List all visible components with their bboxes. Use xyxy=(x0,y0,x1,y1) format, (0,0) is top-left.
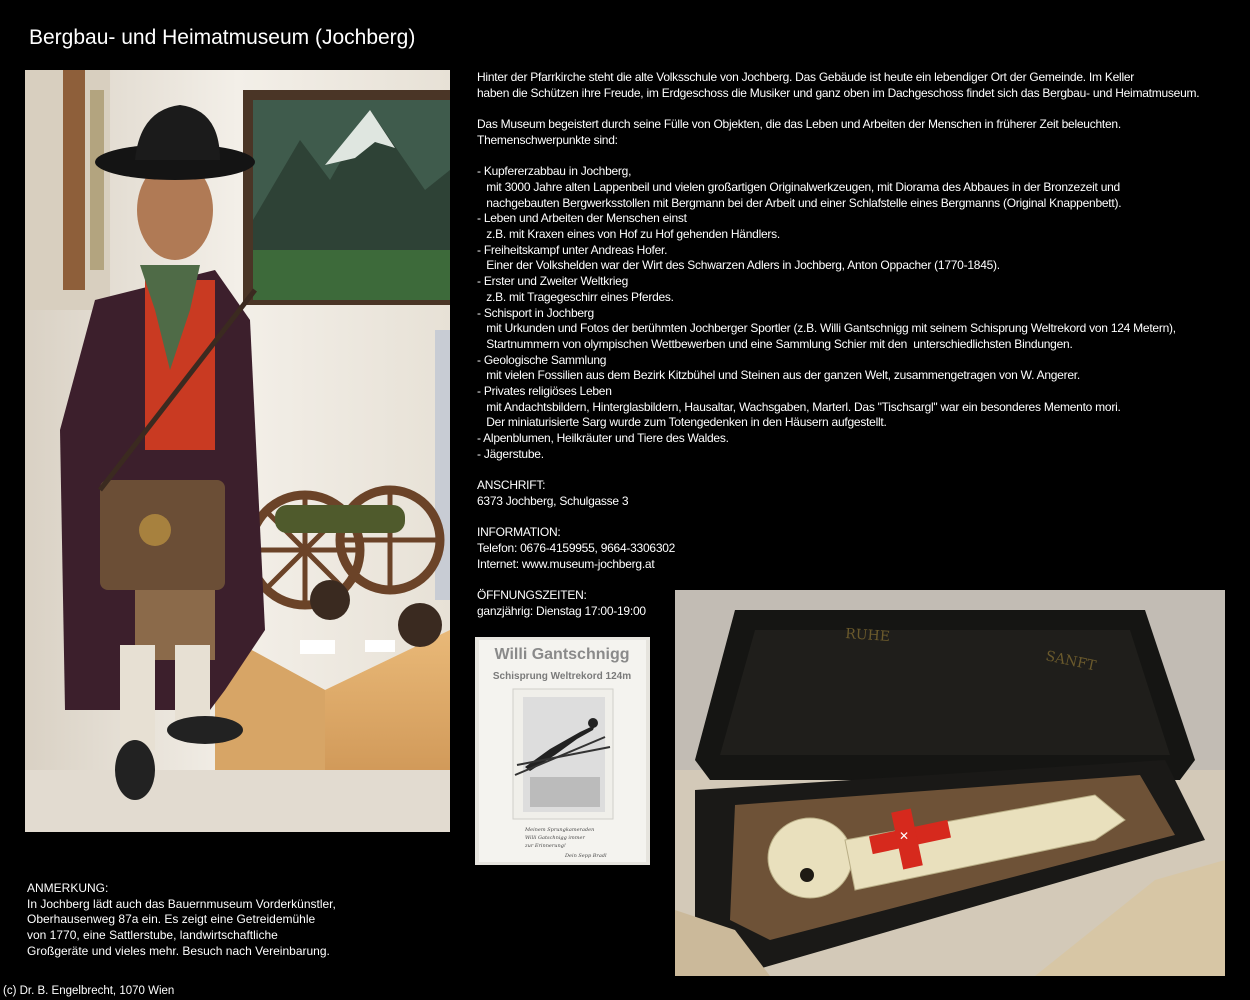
description-line: Internet: www.museum-jochberg.at xyxy=(477,556,655,571)
description-line: - Privates religiöses Leben xyxy=(477,384,612,399)
poster-subtitle: Schisprung Weltrekord 124m xyxy=(492,671,632,682)
description-line: - Jägerstube. xyxy=(477,446,544,461)
poster-inscription-3: zur Erinnerung! xyxy=(525,843,566,849)
description-line: Startnummern von olympischen Wettbewerben und eine Sammlung Schier mit den unterschiedlichsten Bindungen. xyxy=(477,336,1073,351)
description-line: INFORMATION: xyxy=(477,525,561,540)
description-line: mit Urkunden und Fotos der berühmten Jochberger Sportler (z.B. Willi Gantschnigg mit seinem Schisprung Weltrekord von 124 Metern), xyxy=(477,321,1176,336)
costume-mannequin-photo xyxy=(25,70,450,832)
note-line: von 1770, eine Sattlerstube, landwirtschaftliche xyxy=(27,928,278,943)
description-line: mit Andachtsbildern, Hinterglasbildern, Hausaltar, Wachsgaben, Marterl. Das "Tischsargl" war ein besonderes Memento mori. xyxy=(477,399,1121,414)
description-line: Telefon: 0676-4159955, 9664-3306302 xyxy=(477,541,676,556)
description-line xyxy=(477,510,1199,526)
copyright-credit: (c) Dr. B. Engelbrecht, 1070 Wien xyxy=(3,985,175,997)
museum-description xyxy=(477,70,1199,620)
description-line: ANSCHRIFT: xyxy=(477,478,546,493)
description-line: z.B. mit Kraxen eines von Hof zu Hof gehenden Händlers. xyxy=(477,227,781,242)
poster-inscription-2: Willi Gatschnigg immer xyxy=(525,835,585,841)
note-line: Oberhausenweg 87a ein. Es zeigt eine Getreidemühle xyxy=(27,912,316,927)
description-line: Der miniaturisierte Sarg wurde zum Totengedenken in den Häusern aufgestellt. xyxy=(477,415,887,430)
poster-inscription-4: Dein Sepp Bradl xyxy=(565,853,607,859)
description-line xyxy=(477,149,1199,165)
miniature-coffin-photo xyxy=(675,590,1225,976)
description-line: ganzjährig: Dienstag 17:00-19:00 xyxy=(477,603,646,618)
description-line xyxy=(477,573,1199,589)
description-line: Hinter der Pfarrkirche steht die alte Volksschule von Jochberg. Das Gebäude ist heute ein lebendiger Ort der Gemeinde. Im Keller xyxy=(477,70,1135,84)
note-line: In Jochberg lädt auch das Bauernmuseum Vorderkünstler, xyxy=(27,896,336,911)
coffin-lid-text-right: SANFT xyxy=(1044,648,1098,675)
description-line: ÖFFNUNGSZEITEN: xyxy=(477,588,587,603)
description-line: mit vielen Fossilien aus dem Bezirk Kitzbühel und Steinen aus der ganzen Welt, zusammengetragen von W. Angerer. xyxy=(477,368,1080,383)
cross-x-mark: ✕ xyxy=(899,829,910,843)
description-line: Das Museum begeistert durch seine Fülle von Objekten, die das Leben und Arbeiten der Menschen in früherer Zeit beleuchten. xyxy=(477,117,1121,132)
note-line: ANMERKUNG: xyxy=(27,881,109,895)
description-line: nachgebauten Bergwerksstollen mit Bergmann bei der Arbeit und einer Schlafstelle eines Bergmanns (Original Knappenbett). xyxy=(477,195,1122,210)
description-line: z.B. mit Tragegeschirr eines Pferdes. xyxy=(477,289,674,304)
poster-name: Willi Gantschnigg xyxy=(494,646,630,663)
description-line: mit 3000 Jahre alten Lappenbeil und vielen großartigen Originalwerkzeugen, mit Diorama des Abbaues in der Bronzezeit und xyxy=(477,179,1120,194)
description-line: - Geologische Sammlung xyxy=(477,352,607,367)
poster-inscription-1: Meinem Sprungkameraden xyxy=(525,827,595,833)
description-line xyxy=(477,101,1199,117)
ski-jump-poster-photo xyxy=(475,637,650,865)
description-line: - Schisport in Jochberg xyxy=(477,305,594,320)
note-line: Großgeräte und vieles mehr. Besuch nach Vereinbarung. xyxy=(27,943,330,958)
description-line: Themenschwerpunkte sind: xyxy=(477,132,618,147)
description-line: haben die Schützen ihre Freude, im Erdgeschoss die Musiker und ganz oben im Dachgeschoss findet sich das Bergbau- und Heimatmuseum. xyxy=(477,85,1200,100)
description-line: - Alpenblumen, Heilkräuter und Tiere des Waldes. xyxy=(477,431,729,446)
description-line: - Kupfererzabbau in Jochberg, xyxy=(477,164,632,179)
description-line: Einer der Volkshelden war der Wirt des Schwarzen Adlers in Jochberg, Anton Oppacher (1770-1845). xyxy=(477,258,1000,273)
page-title: Bergbau- und Heimatmuseum (Jochberg) xyxy=(29,26,416,49)
description-line: - Leben und Arbeiten der Menschen einst xyxy=(477,211,687,226)
note-text xyxy=(27,881,336,960)
description-line: - Freiheitskampf unter Andreas Hofer. xyxy=(477,242,668,257)
description-line xyxy=(477,463,1199,479)
description-line: - Erster und Zweiter Weltkrieg xyxy=(477,274,628,289)
coffin-lid-text-left: RUHE xyxy=(844,626,891,646)
description-line: 6373 Jochberg, Schulgasse 3 xyxy=(477,493,629,508)
